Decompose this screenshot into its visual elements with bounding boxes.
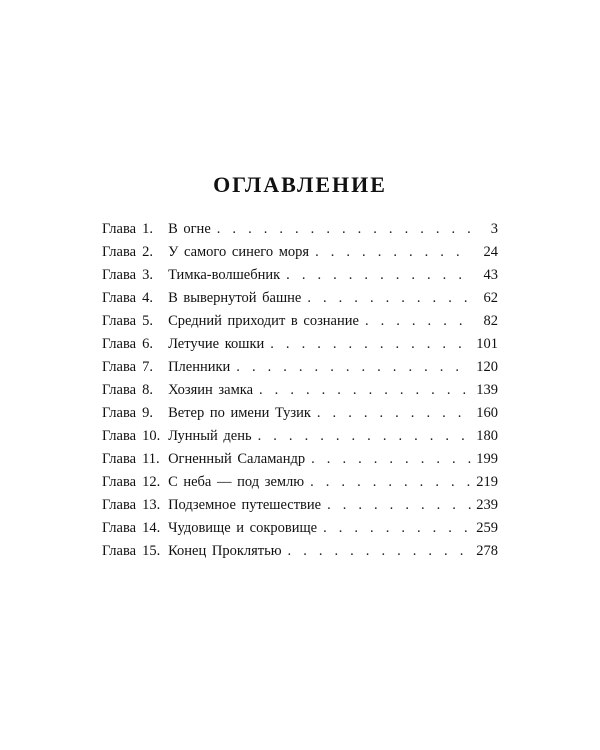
- chapter-number: 12.: [142, 474, 161, 490]
- chapter-title: Пленники: [168, 359, 231, 375]
- page-number: 259: [476, 520, 498, 536]
- chapter-title: Летучие кошки: [168, 336, 265, 352]
- page-number: 199: [476, 451, 498, 467]
- page-number: 160: [476, 405, 498, 421]
- chapter-title: В вывернутой башне: [168, 290, 302, 306]
- dot-leader: [317, 402, 472, 425]
- chapter-number: 1.: [142, 221, 153, 237]
- chapter-label: Глава: [102, 267, 137, 283]
- chapter-number: 14.: [142, 520, 161, 536]
- dot-leader: [286, 264, 472, 287]
- toc-entry-11: [102, 448, 498, 471]
- toc-entry-1: [102, 218, 498, 241]
- toc-entry-2: [102, 241, 498, 264]
- dot-leader: [258, 425, 472, 448]
- chapter-number: 11.: [142, 451, 160, 467]
- toc-entry-15: [102, 540, 498, 563]
- page-number: 24: [483, 244, 498, 260]
- page-number: 3: [490, 221, 498, 237]
- chapter-label: Глава: [102, 336, 137, 352]
- page-number: 82: [483, 313, 498, 329]
- page-title: ОГЛАВЛЕНИЕ: [213, 172, 387, 197]
- toc-entry-7: [102, 356, 498, 379]
- dot-leader: [365, 310, 472, 333]
- dot-leader: [310, 471, 472, 494]
- chapter-number: 4.: [142, 290, 153, 306]
- page-number: 120: [476, 359, 498, 375]
- chapter-label: Глава: [102, 520, 137, 536]
- chapter-label: Глава: [102, 474, 137, 490]
- chapter-number: 13.: [142, 497, 161, 513]
- chapter-number: 5.: [142, 313, 153, 329]
- dot-leader: [323, 517, 472, 540]
- page-number: 219: [476, 474, 498, 490]
- chapter-label: Глава: [102, 221, 137, 237]
- chapter-title: Ветер по имени Тузик: [168, 405, 311, 421]
- chapter-title: Хозяин замка: [168, 382, 254, 398]
- chapter-label: Глава: [102, 405, 137, 421]
- dot-leader: [270, 333, 472, 356]
- toc-list: [102, 218, 498, 563]
- chapter-title: Средний приходит в сознание: [168, 313, 359, 329]
- toc-entry-6: [102, 333, 498, 356]
- toc-entry-10: [102, 425, 498, 448]
- page-number: 239: [476, 497, 498, 513]
- chapter-number: 10.: [142, 428, 161, 444]
- chapter-title: Конец Проклятью: [168, 543, 282, 559]
- chapter-number: 8.: [142, 382, 153, 398]
- chapter-title: Подземное путешествие: [168, 497, 322, 513]
- chapter-label: Глава: [102, 359, 137, 375]
- toc-entry-13: [102, 494, 498, 517]
- toc-entry-3: [102, 264, 498, 287]
- chapter-number: 9.: [142, 405, 153, 421]
- page-number: 139: [476, 382, 498, 398]
- page-number: 101: [476, 336, 498, 352]
- dot-leader: [236, 356, 472, 379]
- chapter-label: Глава: [102, 244, 137, 260]
- dot-leader: [311, 448, 472, 471]
- dot-leader: [327, 494, 472, 517]
- toc-entry-8: [102, 379, 498, 402]
- chapter-number: 3.: [142, 267, 153, 283]
- chapter-label: Глава: [102, 290, 137, 306]
- toc-entry-9: [102, 402, 498, 425]
- page-number: 43: [483, 267, 498, 283]
- dot-leader: [217, 218, 472, 241]
- toc-entry-14: [102, 517, 498, 540]
- chapter-number: 6.: [142, 336, 153, 352]
- chapter-label: Глава: [102, 428, 137, 444]
- chapter-title: Огненный Саламандр: [168, 451, 306, 467]
- chapter-label: Глава: [102, 497, 137, 513]
- chapter-number: 15.: [142, 543, 161, 559]
- chapter-title: У самого синего моря: [168, 244, 310, 260]
- toc-entry-12: [102, 471, 498, 494]
- chapter-title: Тимка-волшебник: [168, 267, 281, 283]
- chapter-label: Глава: [102, 313, 137, 329]
- chapter-label: Глава: [102, 451, 137, 467]
- chapter-number: 7.: [142, 359, 153, 375]
- toc-entry-5: [102, 310, 498, 333]
- dot-leader: [307, 287, 472, 310]
- chapter-number: 2.: [142, 244, 153, 260]
- dot-leader: [288, 540, 472, 563]
- chapter-label: Глава: [102, 382, 137, 398]
- dot-leader: [259, 379, 472, 402]
- chapter-title: Чудовище и сокровище: [168, 520, 318, 536]
- page-number: 180: [476, 428, 498, 444]
- page-number: 62: [483, 290, 498, 306]
- chapter-label: Глава: [102, 543, 137, 559]
- chapter-title: В огне: [168, 221, 211, 237]
- toc-entry-4: [102, 287, 498, 310]
- page-number: 278: [476, 543, 498, 559]
- chapter-title: С неба — под землю: [168, 474, 305, 490]
- chapter-title: Лунный день: [168, 428, 252, 444]
- dot-leader: [315, 241, 472, 264]
